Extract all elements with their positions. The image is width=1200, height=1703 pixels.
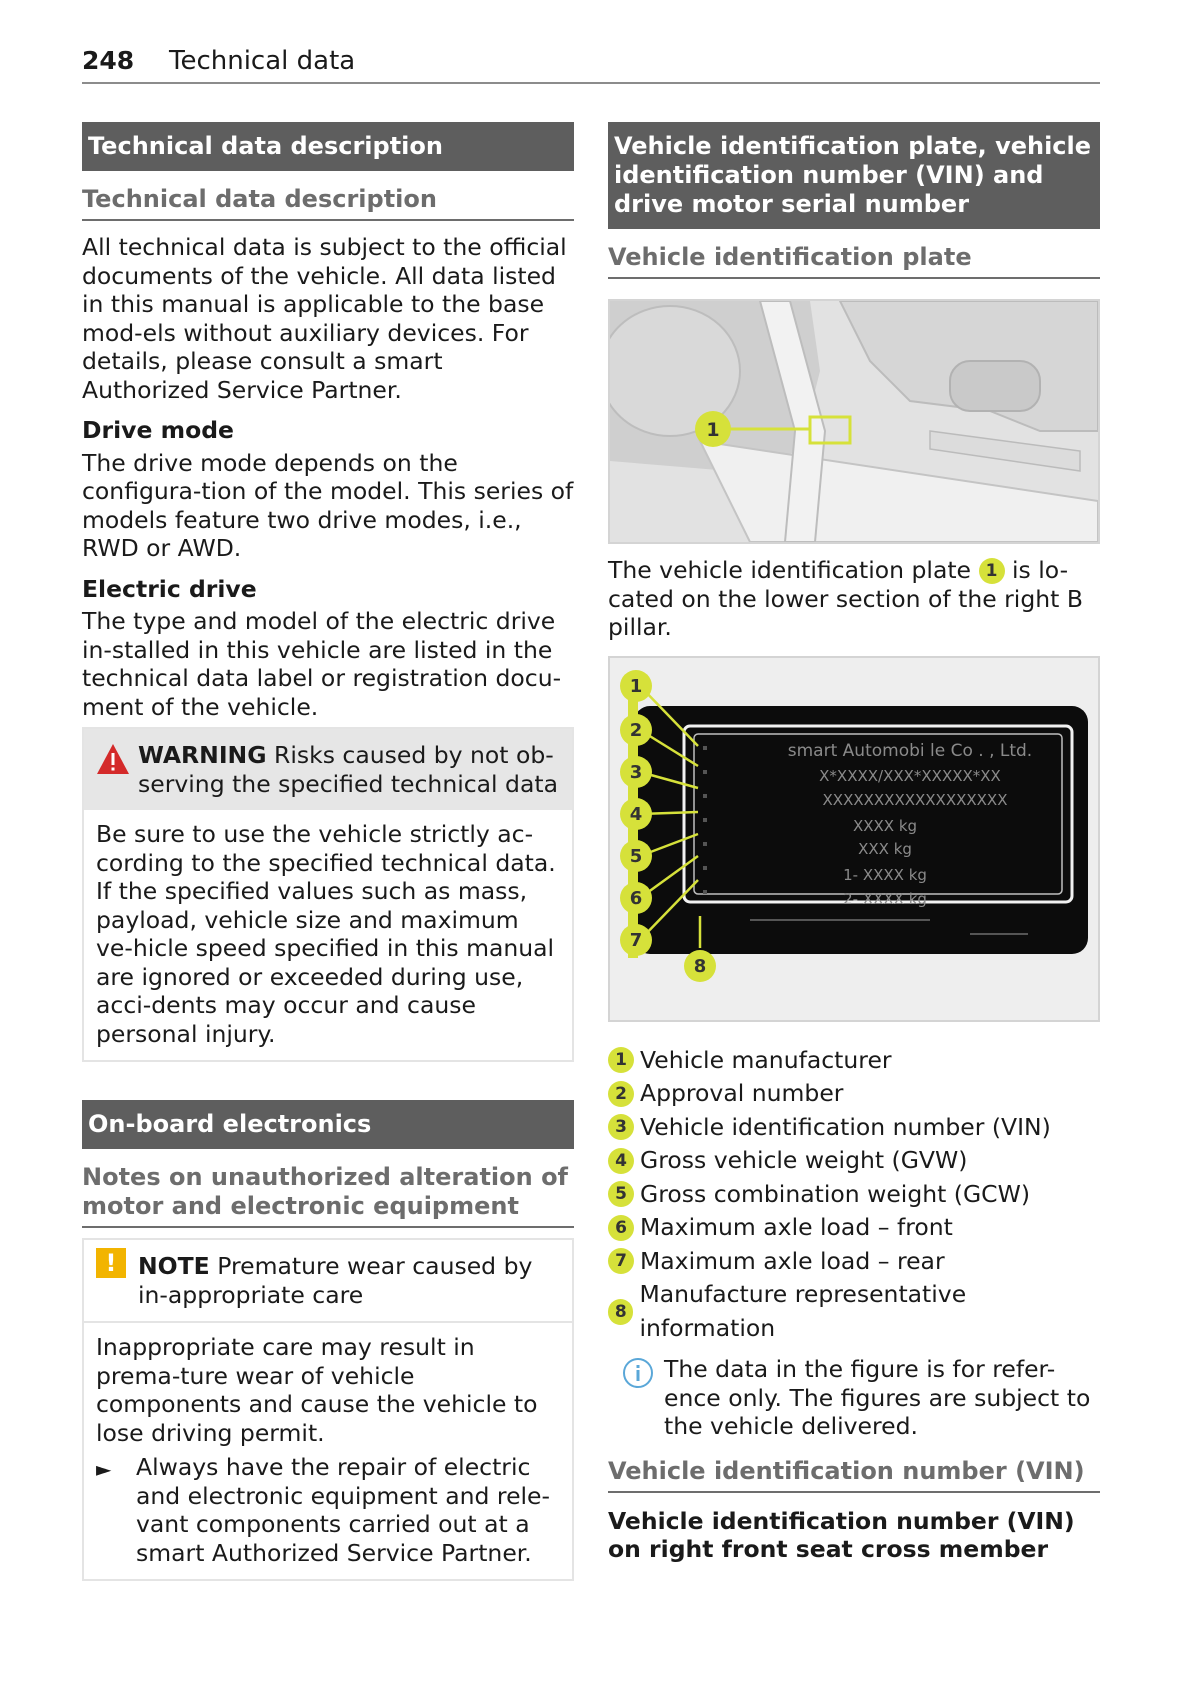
warning-triangle-icon xyxy=(96,743,130,775)
legend-text: Vehicle identification number (VIN) xyxy=(640,1112,1051,1141)
warning-label: WARNING xyxy=(138,741,267,769)
legend-badge: 8 xyxy=(608,1299,633,1325)
figure2-callout-2: 2 xyxy=(629,719,643,741)
note-body xyxy=(84,1323,572,1579)
warning-body: Be sure to use the vehicle strictly ac-cording to the specified technical data. If the specified values such as mass, payload, vehicle size and maximum ve-hicle speed specified in this manual are ignored or exceeded during use, acci-dents may occur and cause personal injury. xyxy=(96,820,556,1048)
legend-item xyxy=(608,1044,1100,1078)
legend-text: Manufacture representative information xyxy=(639,1280,967,1342)
figure2-callout-7: 7 xyxy=(629,929,643,951)
legend-item xyxy=(608,1278,1100,1345)
legend-badge: 6 xyxy=(608,1215,634,1241)
figure2-callout-5: 5 xyxy=(629,845,643,867)
legend-text: Gross vehicle weight (GVW) xyxy=(640,1146,968,1174)
plate-line-axle-front: 1- XXXX kg xyxy=(843,865,927,884)
figure2-callout-4: 4 xyxy=(629,803,643,825)
warning-header xyxy=(84,729,572,810)
legend-text: Vehicle manufacturer xyxy=(640,1045,892,1074)
plate-location-text-before: The vehicle identification plate xyxy=(608,556,972,584)
note-label: NOTE xyxy=(138,1252,210,1280)
exclamation-square-icon: ! xyxy=(96,1248,126,1278)
note-title: Premature wear caused by in-appropriate care xyxy=(138,1252,533,1309)
subhead-unauthorized-alteration: Notes on unauthorized alteration of motor and electronic equipment xyxy=(82,1155,574,1228)
legend-badge: 4 xyxy=(608,1148,634,1174)
legend-item xyxy=(608,1245,1100,1279)
drive-mode-heading: Drive mode xyxy=(82,416,234,444)
plate-line-axle-rear: 2- XXXX kg xyxy=(843,889,927,908)
plate-line-approval: X*XXXX/XXX*XXXXX*XX xyxy=(819,766,1001,785)
electric-drive-paragraph: The type and model of the electric drive in-stalled in this vehicle are listed in the technical data label or registration docu-ment of the vehicle. xyxy=(82,607,562,721)
section-title-onboard-electronics: On-board electronics xyxy=(82,1100,574,1149)
figure-identification-plate xyxy=(608,656,1100,1022)
page-header xyxy=(82,44,1100,84)
drive-mode-paragraph: The drive mode depends on the configura-tion of the model. This series of models feature two drive modes, i.e., RWD or AWD. xyxy=(82,448,574,562)
left-column xyxy=(82,122,574,1581)
note-box xyxy=(82,1238,574,1581)
legend-badge: 3 xyxy=(608,1114,634,1140)
b-pillar-illustration xyxy=(610,301,1098,542)
figure2-callout-3: 3 xyxy=(629,761,643,783)
figure-legend xyxy=(608,1044,1100,1346)
info-note xyxy=(608,1355,1100,1441)
info-circle-icon xyxy=(622,1357,654,1389)
legend-item xyxy=(608,1144,1100,1178)
callout-badge-1: 1 xyxy=(979,558,1005,584)
legend-badge: 2 xyxy=(608,1081,634,1107)
info-text: The data in the figure is for refer-ence only. The figures are subject to the vehicle delivered. xyxy=(664,1355,1091,1440)
vin-location-heading: Vehicle identification number (VIN) on right front seat cross member xyxy=(608,1506,1075,1563)
note-header xyxy=(84,1240,572,1323)
legend-text: Maximum axle load – front xyxy=(640,1213,953,1241)
plate-line-gvw: XXXX kg xyxy=(852,816,918,835)
warning-box xyxy=(82,727,574,1062)
legend-text: Gross combination weight (GCW) xyxy=(640,1179,1030,1208)
figure1-callout-1: 1 xyxy=(706,419,720,441)
section-title-technical-data: Technical data description xyxy=(82,122,574,171)
legend-badge: 7 xyxy=(608,1248,634,1274)
legend-item xyxy=(608,1111,1100,1145)
identification-plate-illustration xyxy=(610,658,1098,1020)
page-number: 248 xyxy=(82,46,135,75)
legend-text: Maximum axle load – rear xyxy=(640,1246,945,1275)
plate-line-gcw: XXX kg xyxy=(858,839,912,858)
legend-text: Approval number xyxy=(640,1079,844,1107)
figure-b-pillar-photo xyxy=(608,299,1100,544)
subhead-vin: Vehicle identification number (VIN) xyxy=(608,1449,1100,1493)
plate-location-paragraph xyxy=(608,556,1100,642)
legend-item xyxy=(608,1178,1100,1212)
legend-badge: 1 xyxy=(608,1047,634,1073)
warning-title: Risks caused by not ob-serving the specified technical data xyxy=(138,741,558,798)
note-bullet xyxy=(96,1453,560,1567)
figure2-callout-1: 1 xyxy=(629,675,643,697)
figure2-callout-6: 6 xyxy=(629,887,643,909)
right-column xyxy=(608,122,1100,1564)
plate-line-vin: XXXXXXXXXXXXXXXXXX xyxy=(822,790,1008,809)
note-paragraph: Inappropriate care may result in prema-ture wear of vehicle components and cause the vehicle to lose driving permit. xyxy=(96,1333,538,1447)
plate-line-manufacturer: smart Automobi le Co . , Ltd. xyxy=(787,740,1033,761)
figure2-callout-8: 8 xyxy=(693,955,707,977)
subhead-technical-data: Technical data description xyxy=(82,177,574,221)
legend-item xyxy=(608,1077,1100,1111)
intro-paragraph: All technical data is subject to the official documents of the vehicle. All data listed in this manual is applicable to the base mod-els without auxiliary devices. For details, please consult a smart Authorized Service Partner. xyxy=(82,233,567,404)
section-title-vehicle-identification: Vehicle identification plate, vehicle identification number (VIN) and drive motor serial number xyxy=(608,122,1100,229)
legend-item xyxy=(608,1211,1100,1245)
note-bullet-text: Always have the repair of electric and electronic equipment and rele-vant components carried out at a smart Authorized Service Partner. xyxy=(136,1453,550,1567)
bullet-arrow-icon: ► xyxy=(96,1457,112,1481)
legend-badge: 5 xyxy=(608,1181,634,1207)
electric-drive-heading: Electric drive xyxy=(82,574,257,603)
plate-location-text-after: is lo-cated on the lower section of the right B pillar. xyxy=(608,556,1083,641)
page-title: Technical data xyxy=(169,46,356,76)
subhead-identification-plate: Vehicle identification plate xyxy=(608,235,1100,279)
